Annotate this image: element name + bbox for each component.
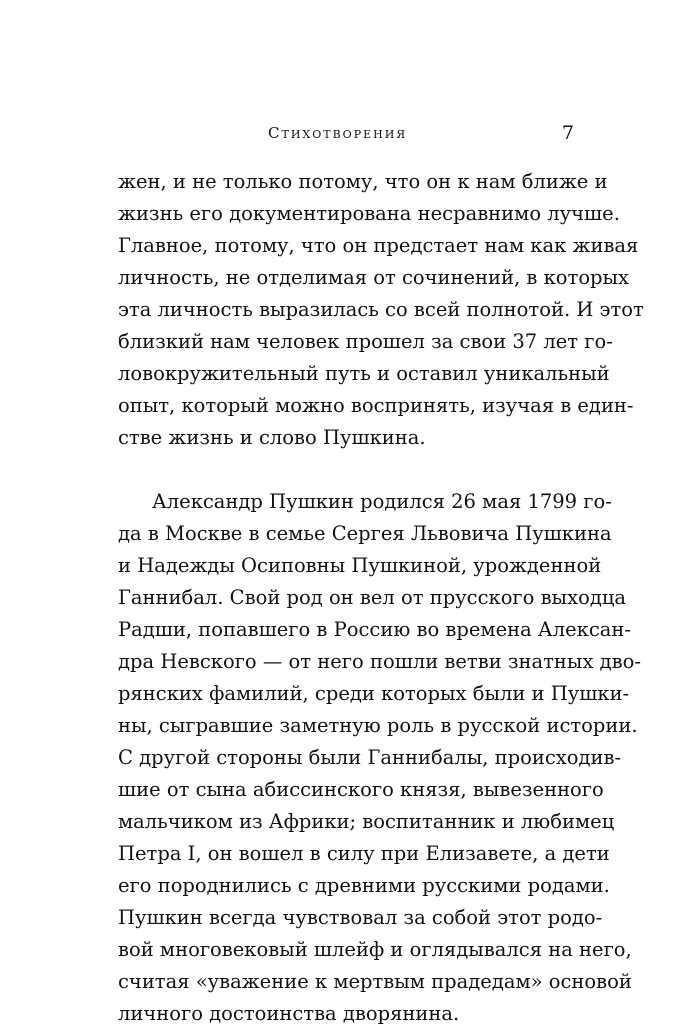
text-line: вой многовековый шлейф и оглядывался на него,: [118, 938, 632, 961]
text-line: Главное, потому, что он предстает нам как живая: [118, 234, 639, 257]
running-title: Стихотворения: [268, 124, 408, 142]
text-line: Александр Пушкин родился 26 мая 1799 го-: [152, 490, 612, 513]
text-line: С другой стороны были Ганнибалы, происходив-: [118, 746, 622, 769]
text-line: ловокружительный путь и оставил уникальный: [118, 362, 610, 385]
body-text: [118, 166, 644, 1030]
page-header: [120, 118, 580, 148]
text-line: личность, не отделимая от сочинений, в которых: [118, 266, 630, 289]
text-line: считая «уважение к мертвым прадедам» основой: [118, 970, 632, 993]
text-line: Пушкин всегда чувствовал за собой этот родо-: [118, 906, 603, 929]
text-line: рянских фамилий, среди которых были и Пушки-: [118, 682, 630, 705]
text-line: эта личность выразилась со всей полнотой. И этот: [118, 298, 644, 321]
page-number: 7: [561, 122, 574, 144]
text-line: шие от сына абиссинского князя, вывезенного: [118, 778, 604, 801]
text-line: опыт, который можно воспринять, изучая в един-: [118, 394, 634, 417]
text-line: Ганнибал. Свой род он вел от прусского выходца: [118, 586, 626, 609]
text-line: Радши, попавшего в Россию во времена Алексан-: [118, 618, 631, 641]
paragraph-2: [118, 486, 641, 1030]
text-line: близкий нам человек прошел за свои 37 лет го-: [118, 330, 613, 353]
text-line: дра Невского — от него пошли ветви знатных дво-: [118, 650, 641, 673]
text-line: жизнь его документирована несравнимо лучше.: [118, 202, 620, 225]
paragraph-1: [118, 166, 644, 454]
text-line: стве жизнь и слово Пушкина.: [118, 426, 426, 449]
paragraph-gap: [118, 454, 580, 486]
text-line: его породнились с древними русскими родами.: [118, 874, 610, 897]
text-line: да в Москве в семье Сергея Львовича Пушкина: [118, 522, 612, 545]
text-line: личного достоинства дворянина.: [118, 1002, 460, 1025]
text-line: и Надежды Осиповны Пушкиной, урожденной: [118, 554, 602, 577]
text-line: Петра I, он вошел в силу при Елизавете, а дети: [118, 842, 610, 865]
text-line: жен, и не только потому, что он к нам ближе и: [118, 170, 608, 193]
text-line: ны, сыгравшие заметную роль в русской истории.: [118, 714, 638, 737]
text-line: мальчиком из Африки; воспитанник и любимец: [118, 810, 615, 833]
